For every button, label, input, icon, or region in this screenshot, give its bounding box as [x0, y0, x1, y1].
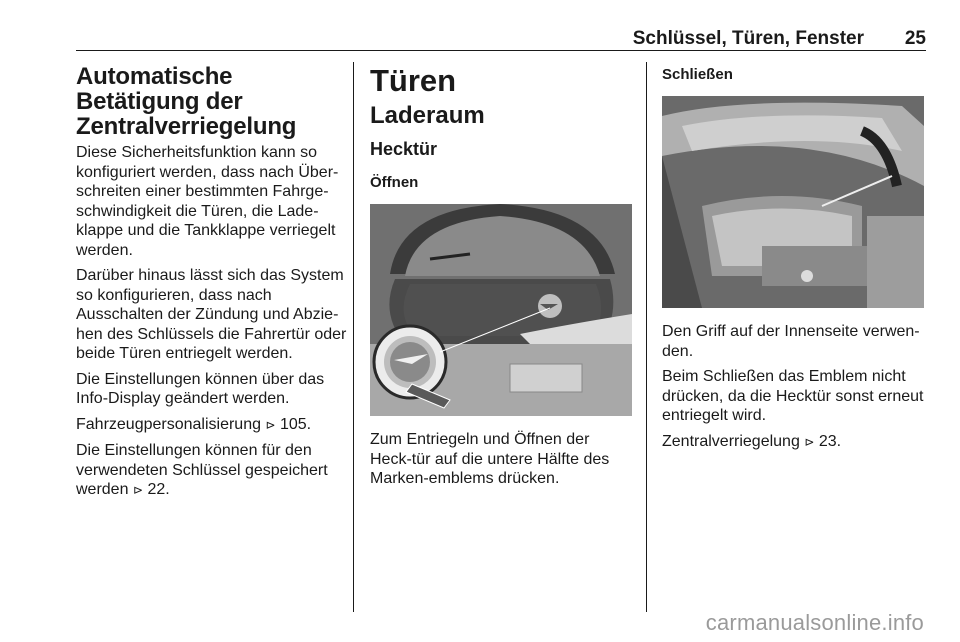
reference-page[interactable]: 22.	[147, 481, 170, 498]
subsection-heading: Schließen	[662, 66, 733, 83]
subsection-heading: Öffnen	[370, 174, 419, 191]
watermark: carmanualsonline.info	[705, 610, 924, 635]
column-2	[370, 64, 634, 495]
paragraph: Diese Sicherheitsfunktion kann so konfiguriert werden, dass nach Über-schreiten einer bestimmten Fahrge-schwindigkeit die Türen, die Lade-klappe und die Tankklappe verriegelt werden.	[76, 144, 339, 259]
section-heading: Automatische Betätigung der Zentralverriegelung	[76, 63, 297, 140]
tailgate-rear-view-drawing	[370, 204, 632, 416]
column-3	[662, 64, 928, 458]
reference-page[interactable]: 105.	[279, 415, 312, 433]
cross-reference	[76, 415, 352, 436]
figure-caption: Zum Entriegeln und Öffnen der Heck-tür auf die untere Hälfte des Marken-emblems drücken.	[370, 431, 610, 487]
column-divider	[646, 62, 647, 612]
reference-text: Zentralverriegelung	[662, 432, 800, 450]
reference-arrow-icon: ⊳	[265, 417, 276, 432]
paragraph: Die Einstellungen können über das Info-Display geändert werden.	[76, 370, 325, 407]
paragraph: Darüber hinaus lässt sich das System so konfigurieren, dass nach Ausschalten der Zündung und Abzie-hen des Schlüssels die Fahrertür oder beide Türen entriegelt werden.	[76, 267, 347, 362]
column-divider	[353, 62, 354, 612]
column-1	[76, 64, 352, 507]
paragraph: Den Griff auf der Innenseite verwen-den.	[662, 323, 920, 360]
cross-reference	[662, 432, 928, 453]
reference-arrow-icon: ⊳	[804, 434, 815, 449]
section-heading: Hecktür	[370, 139, 438, 159]
paragraph: Beim Schließen das Emblem nicht drücken, da die Hecktür sonst erneut entriegelt wird.	[662, 368, 924, 424]
paragraph-text: Die Einstellungen können für den verwendeten Schlüssel gespeichert werden	[76, 442, 328, 498]
reference-text: Fahrzeugpersonalisierung	[76, 415, 261, 433]
reference-arrow-icon: ⊳	[132, 483, 143, 497]
subheading: Laderaum	[370, 102, 485, 129]
chapter-heading: Türen	[370, 63, 457, 98]
tailgate-interior-drawing	[662, 96, 924, 308]
tailgate-close-illustration	[662, 96, 924, 308]
page-header	[76, 26, 926, 51]
chapter-title: Schlüssel, Türen, Fenster	[632, 28, 864, 49]
tailgate-open-illustration	[370, 204, 632, 416]
reference-page[interactable]: 23.	[818, 432, 842, 450]
paragraph	[76, 441, 352, 501]
page-number: 25	[904, 28, 926, 49]
